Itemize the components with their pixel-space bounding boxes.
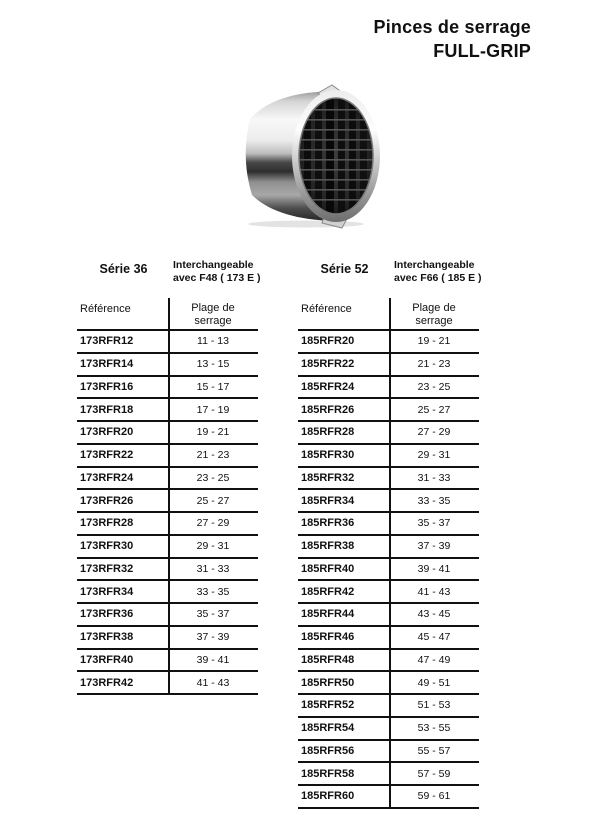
table-row [77, 627, 258, 650]
column-header-range [389, 298, 477, 329]
table-row [298, 604, 479, 627]
reference-cell: 173RFR38 [80, 631, 134, 644]
series-label: Série 52 [320, 262, 369, 276]
range-cell: 19 - 21 [389, 331, 477, 352]
table-header [298, 298, 479, 331]
table-row [298, 331, 479, 354]
reference-cell: 185RFR54 [301, 722, 355, 735]
range-cell: 15 - 17 [168, 377, 256, 398]
reference-cell: 185RFR22 [301, 358, 355, 371]
collet-product-photo [234, 83, 386, 230]
reference-cell: 185RFR32 [301, 471, 355, 484]
column-header-reference: Référence [80, 303, 131, 315]
range-cell: 47 - 49 [389, 650, 477, 671]
page-title [374, 15, 532, 63]
reference-cell: 173RFR40 [80, 653, 134, 666]
range-cell: 37 - 39 [168, 627, 256, 648]
range-cell: 51 - 53 [389, 695, 477, 716]
range-cell: 17 - 19 [168, 399, 256, 420]
table-row [298, 377, 479, 400]
table-row [298, 763, 479, 786]
series-52-rows [298, 331, 479, 809]
reference-cell: 173RFR16 [80, 380, 134, 393]
range-cell: 31 - 33 [168, 559, 256, 580]
interchange-line1: Interchangeable [394, 259, 475, 271]
range-cell: 31 - 33 [389, 468, 477, 489]
series-36-header [77, 256, 261, 286]
range-cell: 57 - 59 [389, 763, 477, 784]
table-row [77, 468, 258, 491]
table-row [77, 354, 258, 377]
range-cell: 59 - 61 [389, 786, 477, 807]
reference-cell: 173RFR32 [80, 562, 134, 575]
table-row [298, 581, 479, 604]
table-row [298, 445, 479, 468]
reference-cell: 185RFR60 [301, 790, 355, 803]
table-row [77, 559, 258, 582]
interchange-line2: avec F48 ( 173 E ) [173, 271, 261, 284]
table-row [298, 536, 479, 559]
table-row [298, 650, 479, 673]
table-row [298, 422, 479, 445]
series-52-header [298, 256, 482, 286]
range-cell: 27 - 29 [168, 513, 256, 534]
table-row [298, 695, 479, 718]
table-row [298, 559, 479, 582]
reference-cell: 185RFR48 [301, 653, 355, 666]
reference-cell: 173RFR22 [80, 449, 134, 462]
table-row [298, 490, 479, 513]
table-row [77, 672, 258, 695]
collet-photo-illustration [234, 83, 386, 230]
table-row [77, 445, 258, 468]
range-cell: 21 - 23 [389, 354, 477, 375]
range-cell: 21 - 23 [168, 445, 256, 466]
column-header-range [168, 298, 256, 329]
table-row [298, 718, 479, 741]
reference-cell: 173RFR34 [80, 585, 134, 598]
range-cell: 25 - 27 [389, 399, 477, 420]
reference-cell: 185RFR44 [301, 608, 355, 621]
reference-cell: 185RFR30 [301, 449, 355, 462]
table-row [298, 741, 479, 764]
table-row [298, 354, 479, 377]
reference-cell: 173RFR26 [80, 494, 134, 507]
reference-cell: 185RFR40 [301, 562, 355, 575]
reference-cell: 185RFR24 [301, 380, 355, 393]
reference-cell: 185RFR34 [301, 494, 355, 507]
range-cell: 33 - 35 [168, 581, 256, 602]
table-row [77, 490, 258, 513]
range-header-line2: serrage [415, 315, 453, 327]
range-cell: 13 - 15 [168, 354, 256, 375]
range-cell: 43 - 45 [389, 604, 477, 625]
range-cell: 27 - 29 [389, 422, 477, 443]
reference-cell: 173RFR36 [80, 608, 134, 621]
table-row [77, 650, 258, 673]
reference-cell: 185RFR58 [301, 767, 355, 780]
table-row [77, 399, 258, 422]
table-row [298, 513, 479, 536]
range-cell: 19 - 21 [168, 422, 256, 443]
range-cell: 29 - 31 [168, 536, 256, 557]
reference-cell: 185RFR52 [301, 699, 355, 712]
reference-cell: 185RFR38 [301, 540, 355, 553]
range-cell: 29 - 31 [389, 445, 477, 466]
table-row [77, 604, 258, 627]
reference-cell: 185RFR26 [301, 403, 355, 416]
interchange-line2: avec F66 ( 185 E ) [394, 271, 482, 284]
series-52-section [298, 256, 482, 809]
table-row [298, 468, 479, 491]
reference-cell: 173RFR42 [80, 676, 134, 689]
reference-cell: 185RFR50 [301, 676, 355, 689]
series-interchange-note [170, 256, 261, 286]
series-label: Série 36 [99, 262, 148, 276]
reference-cell: 173RFR20 [80, 426, 134, 439]
reference-cell: 185RFR46 [301, 631, 355, 644]
range-header-line1: Plage de [191, 302, 235, 314]
range-cell: 49 - 51 [389, 672, 477, 693]
table-row [298, 672, 479, 695]
table-row [77, 422, 258, 445]
range-cell: 33 - 35 [389, 490, 477, 511]
title-brand-line: FULL-GRIP [433, 41, 531, 61]
table-row [77, 377, 258, 400]
table-header [77, 298, 258, 331]
table-row [77, 331, 258, 354]
reference-cell: 173RFR14 [80, 358, 134, 371]
table-row [77, 513, 258, 536]
series-52-table [298, 298, 479, 809]
range-cell: 53 - 55 [389, 718, 477, 739]
reference-cell: 173RFR18 [80, 403, 134, 416]
table-row [298, 399, 479, 422]
range-cell: 41 - 43 [168, 672, 256, 693]
interchange-line1: Interchangeable [173, 259, 254, 271]
range-cell: 39 - 41 [389, 559, 477, 580]
range-cell: 11 - 13 [168, 331, 256, 352]
series-36-section [77, 256, 261, 695]
range-header-line2: serrage [194, 315, 232, 327]
reference-cell: 185RFR20 [301, 335, 355, 348]
reference-cell: 185RFR36 [301, 517, 355, 530]
series-interchange-note [391, 256, 482, 286]
range-cell: 37 - 39 [389, 536, 477, 557]
range-cell: 35 - 37 [389, 513, 477, 534]
range-cell: 25 - 27 [168, 490, 256, 511]
reference-cell: 173RFR28 [80, 517, 134, 530]
range-cell: 55 - 57 [389, 741, 477, 762]
table-row [77, 581, 258, 604]
column-header-reference: Référence [301, 303, 352, 315]
reference-cell: 173RFR12 [80, 335, 134, 348]
reference-cell: 173RFR24 [80, 471, 134, 484]
series-36-table [77, 298, 258, 695]
reference-cell: 185RFR28 [301, 426, 355, 439]
reference-cell: 185RFR42 [301, 585, 355, 598]
range-cell: 23 - 25 [168, 468, 256, 489]
range-cell: 41 - 43 [389, 581, 477, 602]
range-cell: 23 - 25 [389, 377, 477, 398]
series-36-rows [77, 331, 258, 695]
range-cell: 35 - 37 [168, 604, 256, 625]
title-product-line: Pinces de serrage [373, 17, 531, 37]
table-row [298, 786, 479, 809]
range-cell: 39 - 41 [168, 650, 256, 671]
range-cell: 45 - 47 [389, 627, 477, 648]
table-row [77, 536, 258, 559]
range-header-line1: Plage de [412, 302, 456, 314]
reference-cell: 173RFR30 [80, 540, 134, 553]
reference-cell: 185RFR56 [301, 744, 355, 757]
table-row [298, 627, 479, 650]
